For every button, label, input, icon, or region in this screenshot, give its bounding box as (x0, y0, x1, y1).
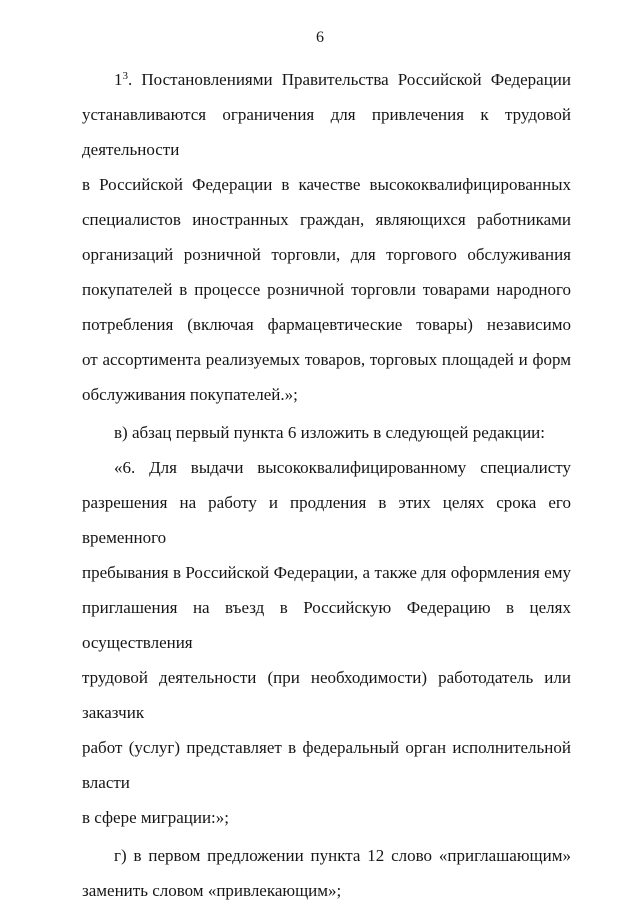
page-number: 6 (316, 29, 324, 46)
paragraph-line: организаций розничной торговли, для торгового обслуживания (82, 245, 571, 264)
paragraph-line: г) в первом предложении пункта 12 слово «приглашающим» (114, 846, 571, 865)
clause-number: 1 (114, 70, 123, 89)
superscript-index: 3 (122, 70, 128, 82)
paragraph-line: заменить словом «привлекающим»; (82, 881, 342, 900)
paragraph-line: в Российской Федерации в качестве высококвалифицированных (82, 175, 571, 194)
paragraph-line: специалистов иностранных граждан, являющихся работниками (82, 210, 571, 229)
paragraph-line: пребывания в Российской Федерации, а также для оформления ему (82, 563, 571, 582)
paragraph-line: в) абзац первый пункта 6 изложить в следующей редакции: (114, 423, 545, 442)
paragraph-line: приглашения на въезд в Российскую Федерацию в целях осуществления (82, 598, 571, 652)
paragraph-line: покупателей в процессе розничной торговли товарами народного (82, 280, 571, 299)
paragraph-line: разрешения на работу и продления в этих целях срока его временного (82, 493, 571, 547)
paragraph-text: . Постановлениями Правительства Российской Федерации (128, 70, 571, 89)
paragraph-line: трудовой деятельности (при необходимости) работодатель или заказчик (82, 668, 571, 722)
paragraph-line: обслуживания покупателей.»; (82, 385, 298, 404)
paragraph-line: работ (услуг) представляет в федеральный орган исполнительной власти (82, 738, 571, 792)
paragraph-line (82, 62, 571, 97)
paragraph-line: потребления (включая фармацевтические товары) независимо (82, 315, 571, 334)
document-body (82, 62, 571, 905)
paragraph-line: в сфере миграции:»; (82, 808, 229, 827)
paragraph-line: устанавливаются ограничения для привлечения к трудовой деятельности (82, 105, 571, 159)
paragraph-line: «6. Для выдачи высококвалифицированному специалисту (114, 458, 571, 477)
paragraph-line: от ассортимента реализуемых товаров, торговых площадей и форм (82, 350, 571, 369)
